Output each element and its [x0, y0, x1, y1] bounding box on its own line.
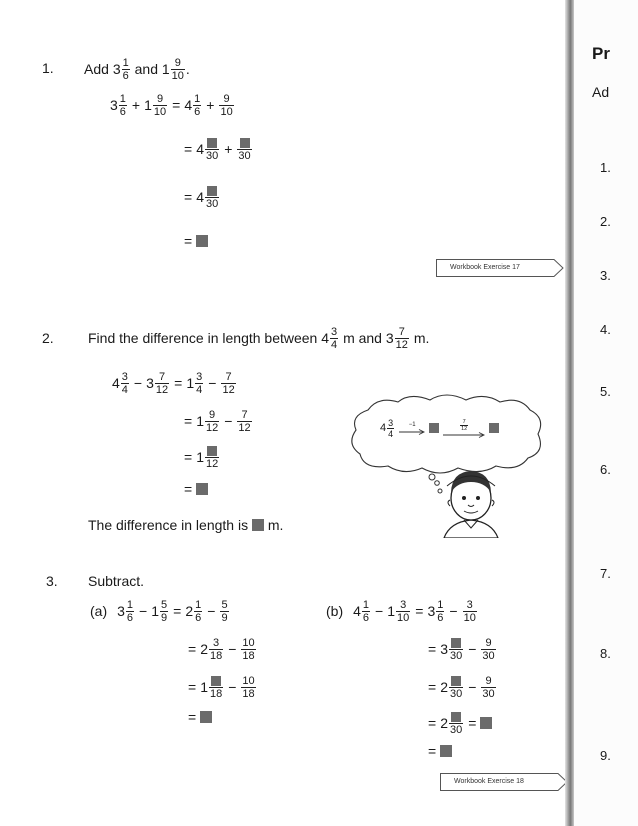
answer-blank [451, 676, 461, 686]
answer-blank [440, 745, 452, 757]
right-page-number: 1. [600, 160, 611, 175]
arrow-right-icon [443, 432, 485, 438]
bubble-content: 4 $\frac{3}{4}$ −1 $\frac{7}{12}$ [380, 411, 499, 445]
answer-blank [207, 186, 217, 196]
answer-blank [480, 717, 492, 729]
q3b-label: (b) [326, 603, 344, 619]
right-page-number: 5. [600, 384, 611, 399]
right-page-number: 7. [600, 566, 611, 581]
answer-blank [252, 519, 264, 531]
right-page-heading: Pr [592, 44, 610, 63]
q1-a-whole: 3 [112, 61, 121, 77]
arrow-right-icon [399, 429, 425, 435]
q2-number: 2. [42, 330, 54, 346]
answer-blank [451, 712, 461, 722]
q3a-label: (a) [90, 603, 108, 619]
workbook-label-18: Workbook Exercise 18 [454, 778, 524, 785]
q3b-step5: = [424, 734, 452, 768]
answer-blank [196, 483, 208, 495]
q3b-step4: = 2 30 = [424, 706, 492, 740]
workbook-label-17: Workbook Exercise 17 [450, 264, 520, 271]
q3b-step3: = 2 30 − $\frac{9}{30}$ [428, 674, 495, 700]
q2-step1: 4 $\frac{3}{4}$ − 3 $\frac{7}{12}$ = 1 $\frac{3}{4}$ − $\frac{7}{12}$ [112, 370, 235, 396]
right-page-number: 8. [600, 646, 611, 661]
q2-answer-sentence: The difference in length is m. [88, 517, 284, 533]
q1-text-before: Add [84, 61, 109, 77]
answer-blank [207, 138, 217, 148]
q1-number: 1. [42, 60, 54, 76]
q1-prompt [84, 52, 190, 86]
q3-number: 3. [46, 573, 58, 589]
answer-blank [451, 638, 461, 648]
boy-character-illustration [440, 462, 502, 538]
q3-title: Subtract. [88, 573, 145, 589]
right-page [574, 0, 638, 826]
q1-text-and: and [134, 61, 158, 77]
q3b-step2: = 3 30 − $\frac{9}{30}$ [428, 636, 495, 662]
bubble-step1-label: −1 [408, 421, 416, 428]
q1-step2: = 4 30 + 30 [180, 132, 253, 166]
right-page-number: 9. [600, 748, 611, 763]
q3a-step3: = 1 18 − $\frac{10}{18}$ [188, 674, 255, 700]
right-page-number: 4. [600, 322, 611, 337]
right-page-number: 6. [600, 462, 611, 477]
answer-blank [211, 676, 221, 686]
answer-blank [207, 446, 217, 456]
q3a-step4: = [184, 700, 212, 734]
q2-prompt: Find the difference in length between 4 $\frac{3}{4}$ m and 3 $\frac{7}{12}$ m. [88, 325, 430, 351]
answer-blank [200, 711, 212, 723]
q3b-step1: (b) 4 $\frac{1}{6}$ − 1 $\frac{3}{10}$ = 3 $\frac{1}{6}$ − $\frac{3}{10}$ [326, 598, 476, 624]
book-spine [565, 0, 574, 826]
q2-text-before: Find the difference in length between [88, 330, 318, 346]
q1-b-frac: $\frac{9}{10}$ [171, 56, 184, 82]
q2-step4: = [180, 472, 208, 506]
answer-blank [429, 423, 439, 433]
right-page-number: 3. [600, 268, 611, 283]
q1-a-frac: $\frac{1}{6}$ [122, 56, 129, 82]
q3a-step1: (a) 3 $\frac{1}{6}$ − 1 $\frac{5}{9}$ = 2 $\frac{1}{6}$ − $\frac{5}{9}$ [90, 598, 228, 624]
answer-blank [196, 235, 208, 247]
q1-step3: = 4 30 [180, 180, 220, 214]
q2-step3: = 1 12 [180, 440, 220, 474]
q1-step4: = [180, 224, 208, 258]
q2-step2: = 1 $\frac{9}{12}$ − $\frac{7}{12}$ [184, 408, 251, 434]
q1-end-dot: . [185, 61, 190, 77]
q1-b-whole: 1 [161, 61, 170, 77]
q1-step1: 3 $\frac{1}{6}$ + 1 $\frac{9}{10}$ = 4 $\frac{1}{6}$ + $\frac{9}{10}$ [110, 92, 233, 118]
answer-blank [240, 138, 250, 148]
right-page-number: 2. [600, 214, 611, 229]
right-page-subheading: Ad [592, 84, 610, 100]
answer-blank [489, 423, 499, 433]
q3a-step2: = 2 $\frac{3}{18}$ − $\frac{10}{18}$ [188, 636, 255, 662]
